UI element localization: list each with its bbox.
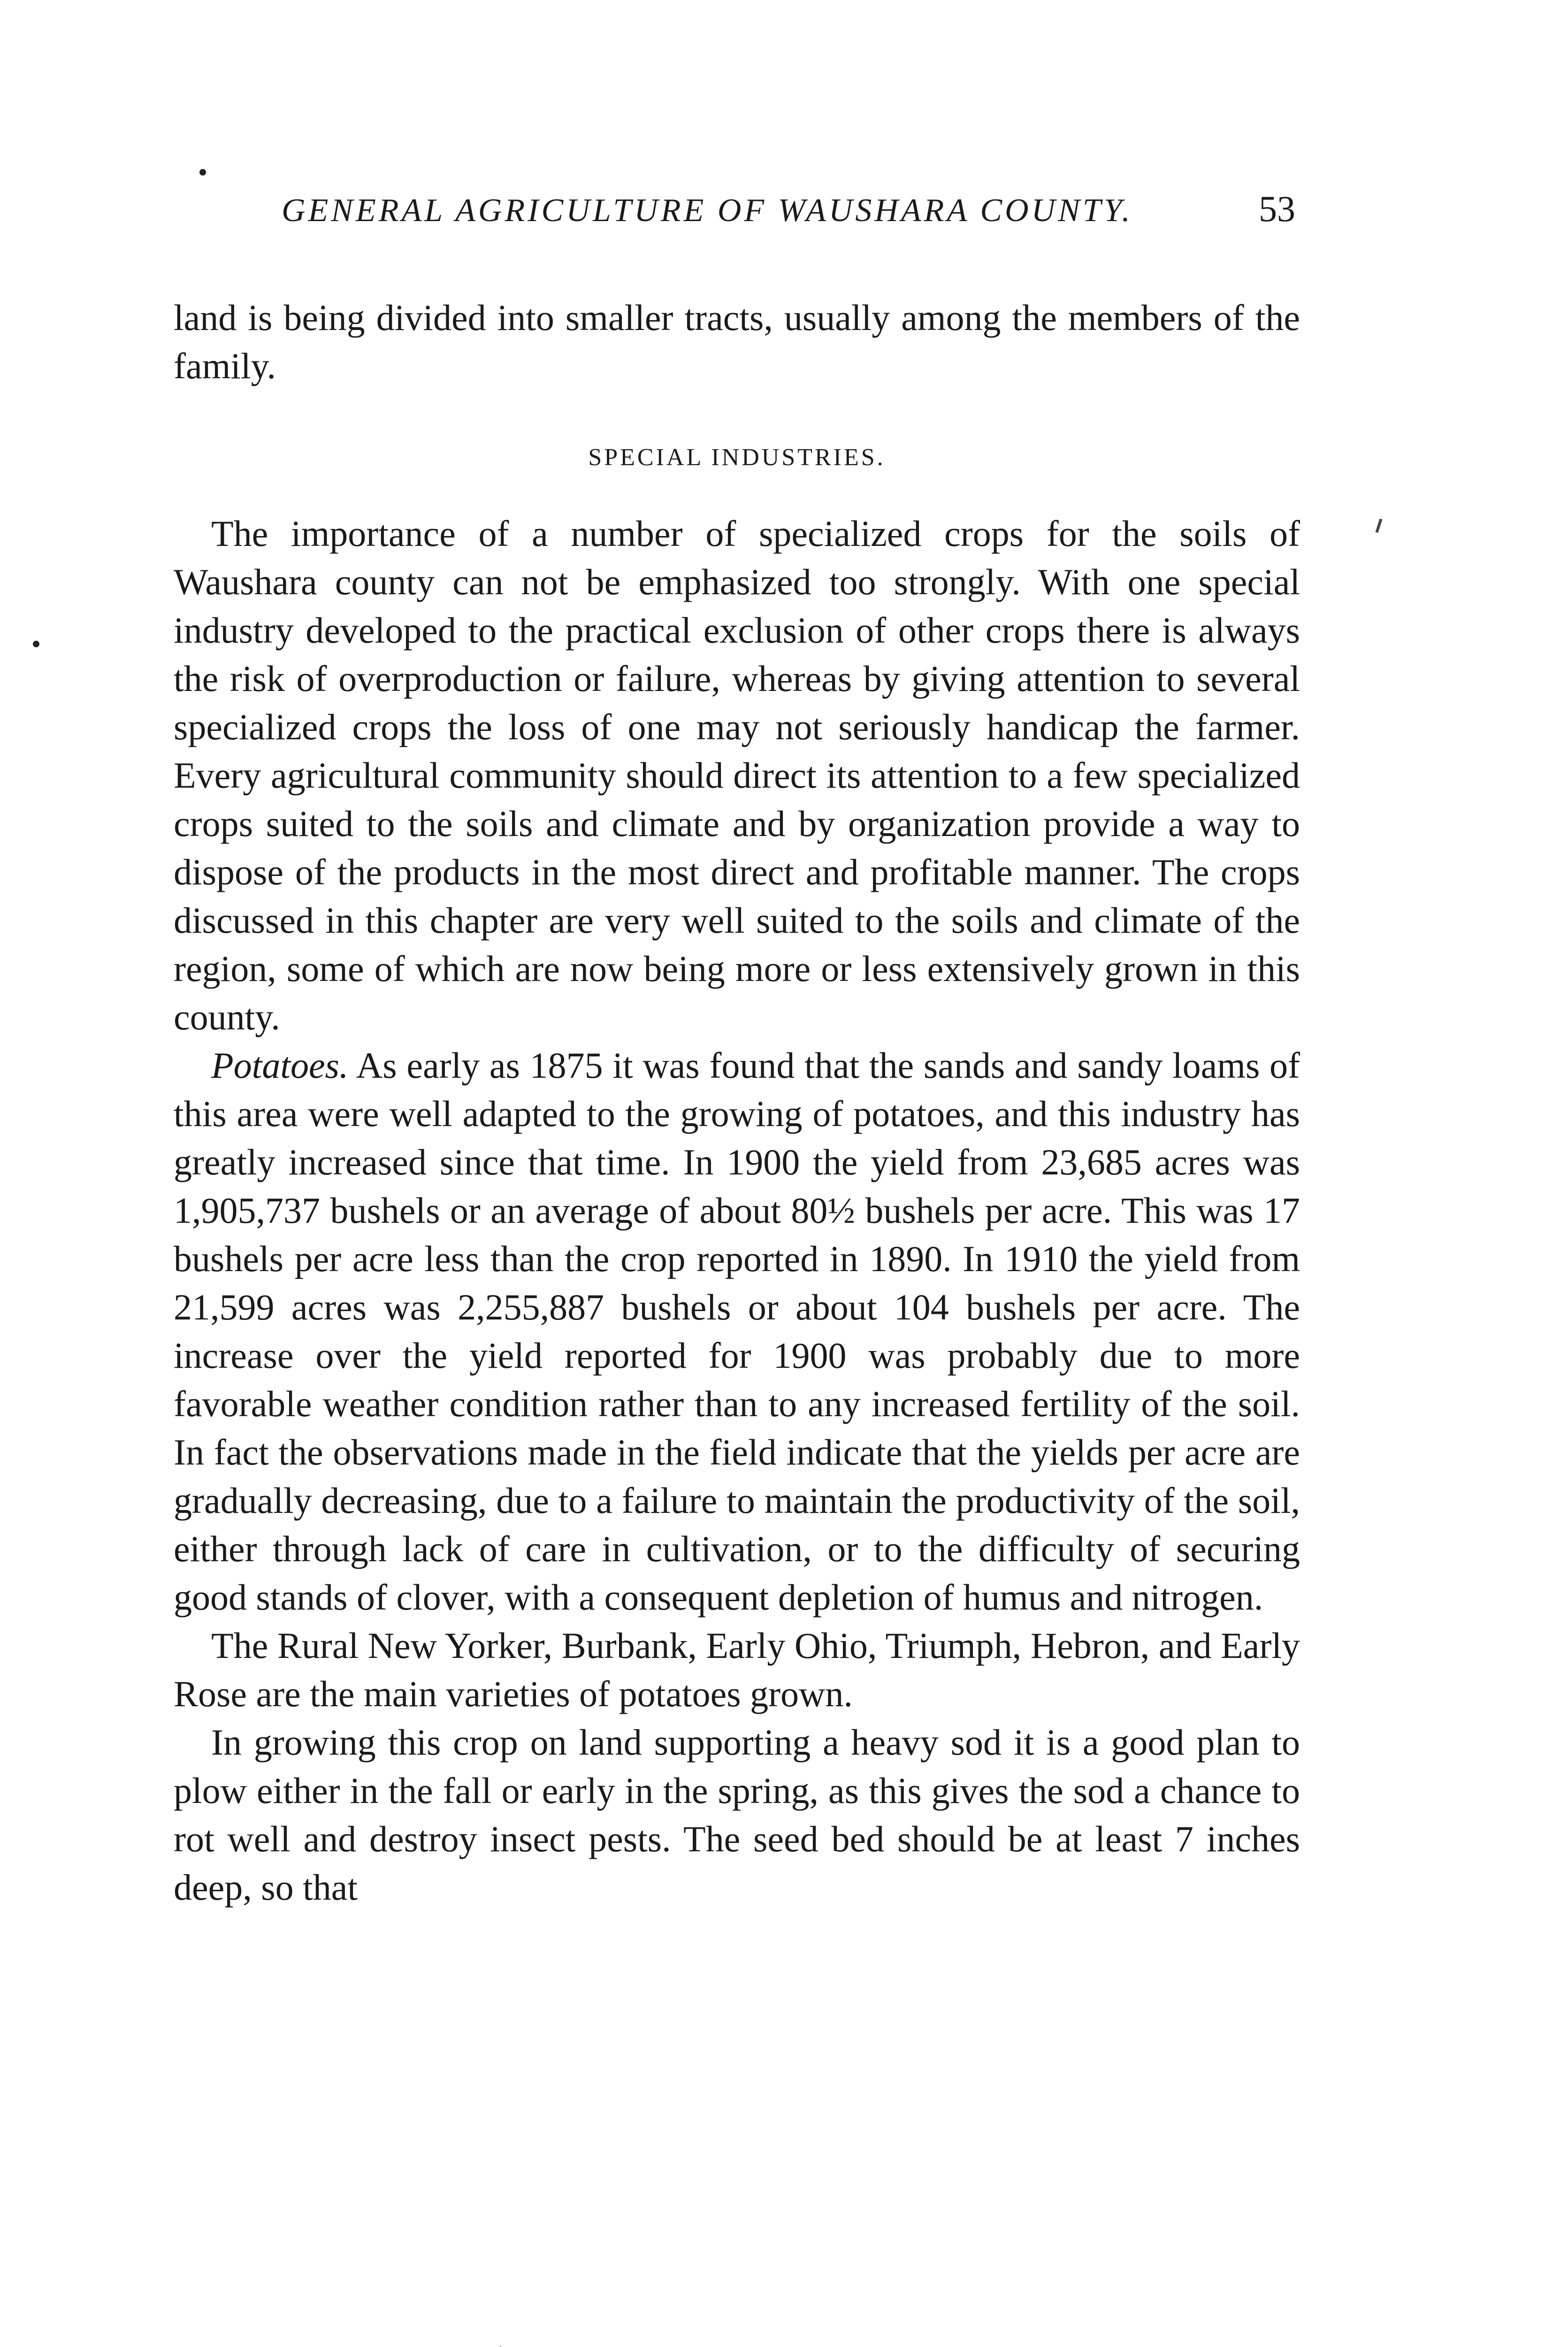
potatoes-text: As early as 1875 it was found that the sands and sandy loams of this area were well adapted to the growing of potatoes, and this industry has greatly increased since that time. In 1900 the yield from 23,685 acres was 1,905,737 bushels or an average of about 80½ bushels per acre. This was 17 bushels per acre less than the crop reported in 1890. In 1910 the yield from 21,599 acres was 2,255,887 bushels or about 104 bushels per acre. The increase over the yield reported for 1900 was probably due to more favorable weather condition rather than to any increased fertility of the soil. In fact the observations made in the field indicate that the yields per acre are gradually decreasing, due to a failure to maintain the productivity of the soil, either through lack of care in cultivation, or to the difficulty of securing good stands of clover, with a consequent depletion of humus and nitrogen. bbox=[174, 1045, 1300, 1618]
body-text bbox=[174, 509, 1300, 1911]
intro-paragraph: land is being divided into smaller tracts, usually among the members of the family. bbox=[174, 297, 1300, 386]
ink-mark bbox=[1376, 519, 1383, 533]
ink-speck bbox=[33, 641, 39, 647]
running-header bbox=[282, 188, 1295, 230]
paragraph-potatoes bbox=[174, 1041, 1300, 1621]
section-heading: SPECIAL INDUSTRIES. bbox=[588, 444, 886, 471]
paragraph-growing: In growing this crop on land supporting a heavy sod it is a good plan to plow either in the fall or early in the spring, as this gives the sod a chance to rot well and destroy insect pests. The seed bed should be at least 7 inches deep, so that bbox=[174, 1722, 1300, 1908]
intro-text bbox=[174, 293, 1300, 390]
potatoes-lead: Potatoes. bbox=[211, 1045, 349, 1086]
page-number: 53 bbox=[1259, 188, 1295, 229]
paragraph-specialized-crops: The importance of a number of specialized crops for the soils of Waushara county can not be emphasized too strongly. With one special industry developed to the practical exclusion of other crops there is always the risk of overproduction or failure, whereas by giving attention to several specialized crops the loss of one may not seriously handicap the farmer. Every agricultural community should direct its attention to a few specialized crops suited to the soils and climate and by organization provide a way to dispose of the products in the most direct and profitable manner. The crops discussed in this chapter are very well suited to the soils and climate of the region, some of which are now being more or less extensively grown in this county. bbox=[174, 513, 1300, 1037]
running-title: GENERAL AGRICULTURE OF WAUSHARA COUNTY. bbox=[282, 192, 1133, 229]
paragraph-varieties: The Rural New Yorker, Burbank, Early Ohio, Triumph, Hebron, and Early Rose are the main varieties of potatoes grown. bbox=[174, 1625, 1300, 1714]
ink-speck bbox=[199, 169, 206, 176]
